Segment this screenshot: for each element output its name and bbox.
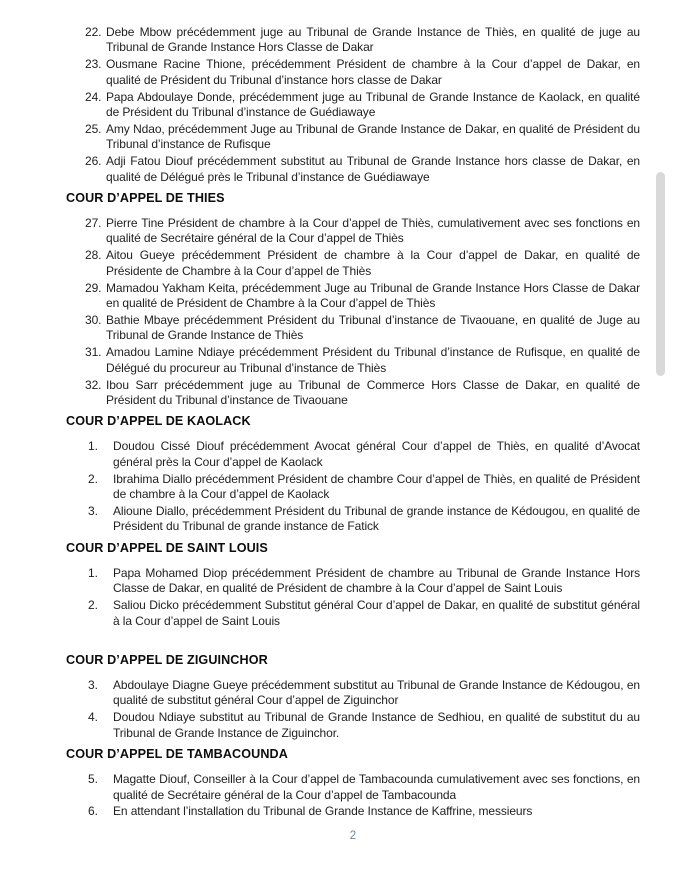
list-item xyxy=(88,504,640,535)
list-item xyxy=(88,804,640,819)
item-number: 30. xyxy=(85,313,102,327)
list-item xyxy=(85,378,640,409)
item-text: En attendant l’installation du Tribunal de Grande Instance de Kaffrine, messieurs xyxy=(113,804,533,819)
item-number: 4. xyxy=(88,710,98,725)
section-header: COUR D’APPEL DE TAMBACOUNDA xyxy=(66,747,288,762)
item-text: Adji Fatou Diouf précédemment substitut au Tribunal de Grande Instance hors classe de Dakar, en qualité de Délégué près le Tribunal d’instance de Guédiawaye xyxy=(106,154,640,184)
court-section xyxy=(66,653,640,741)
section-header: COUR D’APPEL DE THIES xyxy=(66,191,225,206)
item-text: Alioune Diallo, précédemment Président du Tribunal de grande instance de Kédougou, en qualité de Président du Tribunal de grande instance de Fatick xyxy=(113,504,640,534)
appointment-list xyxy=(66,25,640,185)
item-number: 2. xyxy=(88,471,98,486)
court-section xyxy=(66,191,640,408)
item-number: 32. xyxy=(85,377,102,392)
scrollbar-thumb[interactable] xyxy=(656,172,665,376)
item-text: Papa Abdoulaye Donde, précédemment juge au Tribunal de Grande Instance de Kaolack, en qualité de Président du Tribunal d’instance de Guédiawaye xyxy=(106,89,640,120)
document-content xyxy=(66,25,640,821)
list-item xyxy=(85,122,640,153)
item-number: 23. xyxy=(85,57,102,72)
item-number: 24. xyxy=(85,89,102,104)
list-item xyxy=(88,439,640,470)
appointment-list xyxy=(66,772,640,820)
item-text: Doudou Ndiaye substitut au Tribunal de Grande Instance de Sedhiou, en qualité de substitut du au Tribunal de Grande Instance de Ziguinchor. xyxy=(113,710,640,740)
item-text: Saliou Dicko précédemment Substitut général Cour d’appel de Dakar, en qualité de substitut général à la Cour d’appel de Saint Louis xyxy=(113,598,640,628)
section-header: COUR D’APPEL DE SAINT LOUIS xyxy=(66,540,268,555)
list-item xyxy=(88,710,640,741)
list-item xyxy=(88,566,640,597)
list-item xyxy=(88,772,640,803)
court-section xyxy=(66,414,640,534)
item-number: 2. xyxy=(88,598,98,613)
item-number: 6. xyxy=(88,804,98,819)
item-text: Aitou Gueye précédemment Président de chambre à la Cour d’appel de Dakar, en qualité de Présidente de Chambre à la Cour d’appel de Thiès xyxy=(106,248,640,278)
section-header: COUR D’APPEL DE ZIGUINCHOR xyxy=(66,653,268,667)
list-item xyxy=(88,678,640,709)
item-number: 25. xyxy=(85,121,102,136)
list-item xyxy=(85,281,640,312)
item-number: 22. xyxy=(85,25,102,39)
item-text: Debe Mbow précédemment juge au Tribunal de Grande Instance de Thiès, en qualité de juge au Tribunal de Grande Instance Hors Classe de Dakar xyxy=(106,25,640,55)
appointment-list xyxy=(66,566,640,629)
item-number: 1. xyxy=(88,565,98,580)
list-item xyxy=(85,90,640,121)
item-text: Abdoulaye Diagne Gueye précédemment substitut au Tribunal de Grande Instance de Kédougou, en qualité de substitut général Cour d’appel de Ziguinchor xyxy=(113,678,640,708)
list-item xyxy=(85,25,640,56)
section-header: COUR D’APPEL DE KAOLACK xyxy=(66,414,251,429)
item-text: Ibou Sarr précédemment juge au Tribunal de Commerce Hors Classe de Dakar, en qualité de Président du Tribunal d’instance de Tivaouane xyxy=(106,377,640,408)
list-item xyxy=(88,598,640,629)
item-number: 28. xyxy=(85,248,102,263)
list-item xyxy=(85,248,640,279)
item-number: 1. xyxy=(88,439,98,454)
item-text: Pierre Tine Président de chambre à la Cour d’appel de Thiès, cumulativement avec ses fonctions en qualité de Secrétaire général de la Cour d’appel de Thiès xyxy=(106,216,640,246)
list-item xyxy=(85,345,640,376)
court-section xyxy=(66,747,640,820)
list-item xyxy=(85,57,640,88)
item-text: Magatte Diouf, Conseiller à la Cour d’appel de Tambacounda cumulativement avec ses fonctions, en qualité de Secrétaire général de la Cour d’appel de Tambacounda xyxy=(113,772,640,802)
item-text: Bathie Mbaye précédemment Président du Tribunal d’instance de Tivaouane, en qualité de Juge au Tribunal de Grande Instance de Thiès xyxy=(106,313,640,343)
item-number: 31. xyxy=(85,345,102,360)
item-text: Papa Mohamed Diop précédemment Président de chambre au Tribunal de Grande Instance Hors Classe de Dakar, en qualité de Président de chambre à la Cour d’appel de Saint Louis xyxy=(113,565,640,596)
list-item xyxy=(85,154,640,185)
item-text: Doudou Cissé Diouf précédemment Avocat général Cour d’appel de Thiès, en qualité d’Avocat général près la Cour d’appel de Kaolack xyxy=(113,439,640,469)
appointment-list xyxy=(66,439,640,534)
item-text: Amy Ndao, précédemment Juge au Tribunal de Grande Instance de Dakar, en qualité de Président du Tribunal d’instance de Rufisque xyxy=(106,121,640,152)
list-item xyxy=(85,313,640,344)
item-text: Mamadou Yakham Keita, précédemment Juge au Tribunal de Grande Instance Hors Classe de Dakar en qualité de Président de Chambre à la Cour d’appel de Thiès xyxy=(106,280,640,311)
item-number: 29. xyxy=(85,280,102,295)
item-number: 27. xyxy=(85,216,102,231)
page-number: 2 xyxy=(349,830,357,842)
item-number: 5. xyxy=(88,772,98,787)
appointment-list xyxy=(66,216,640,408)
item-number: 3. xyxy=(88,678,98,692)
court-section xyxy=(66,541,640,629)
appointment-list xyxy=(66,678,640,741)
list-item xyxy=(85,216,640,247)
item-number: 3. xyxy=(88,504,98,519)
court-section xyxy=(66,25,640,185)
item-text: Ibrahima Diallo précédemment Président de chambre Cour d’appel de Thiès, en qualité de Président de chambre à la Cour d’appel de Kaolack xyxy=(113,471,640,502)
list-item xyxy=(88,472,640,503)
item-number: 26. xyxy=(85,154,102,169)
item-text: Amadou Lamine Ndiaye précédemment Président du Tribunal d’instance de Rufisque, en qualité de Délégué du procureur au Tribunal d’instance de Thiès xyxy=(106,345,640,375)
item-text: Ousmane Racine Thione, précédemment Président de chambre à la Cour d’appel de Dakar, en qualité de Président du Tribunal d’instance hors classe de Dakar xyxy=(106,57,640,87)
